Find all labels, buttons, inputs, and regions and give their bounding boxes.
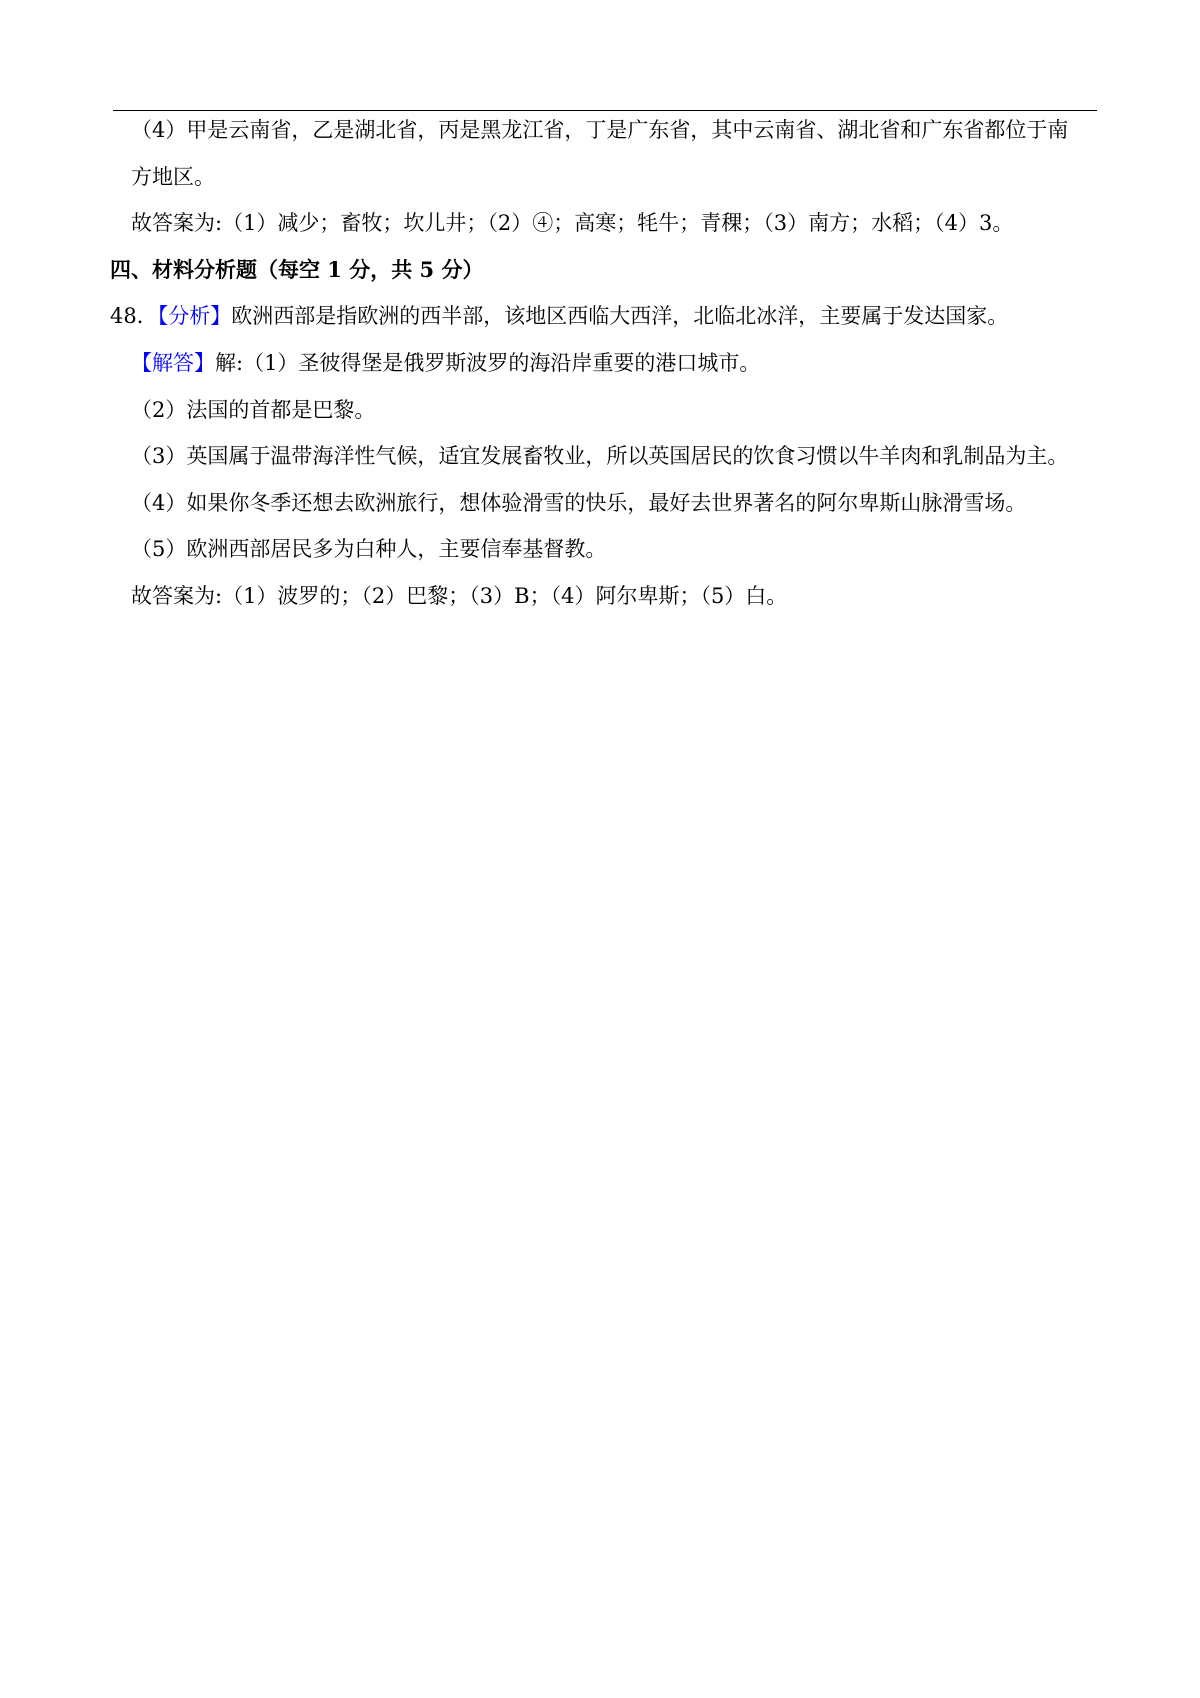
q48-analysis-text: 欧洲西部是指欧洲的西半部，该地区西临大西洋，北临北冰洋，主要属于发达国家。	[231, 304, 1009, 329]
q47-part4-line2: 方地区。	[131, 164, 215, 189]
q48-answer: 故答案为:（1）波罗的；（2）巴黎；（3）B；（4）阿尔卑斯；（5）白。	[131, 583, 788, 608]
q48-analysis-tag: 【分析】	[157, 304, 232, 329]
q48-point-5: （5）欧洲西部居民多为白种人，主要信奉基督教。	[131, 537, 607, 562]
q48-number: 48．	[110, 304, 158, 329]
q47-part4-line1: （4）甲是云南省，乙是湖北省，丙是黑龙江省，丁是广东省，其中云南省、湖北省和广东省都位于南	[131, 118, 1069, 142]
q47-answer: 故答案为:（1）减少；畜牧；坎儿井；（2）④；高寒；牦牛；青稞；（3）南方；水稻；（4）3。	[131, 211, 1014, 236]
q48-solution-line	[110, 340, 1110, 387]
answer-content	[110, 107, 1110, 620]
q48-point-2: （2）法国的首都是巴黎。	[131, 397, 376, 422]
q48-point-3: （3）英国属于温带海洋性气候，适宜发展畜牧业，所以英国居民的饮食习惯以牛羊肉和乳制品为主。	[131, 444, 1069, 469]
section4-heading: 四、材料分析题（每空 1 分，共 5 分）	[110, 256, 484, 282]
q48-solution-text: 解:（1）圣彼得堡是俄罗斯波罗的海沿岸重要的港口城市。	[215, 350, 761, 375]
q48-analysis-line	[110, 293, 1110, 340]
q48-solution-tag: 【解答】	[131, 350, 215, 375]
q48-point-4: （4）如果你冬季还想去欧洲旅行，想体验滑雪的快乐，最好去世界著名的阿尔卑斯山脉滑雪场。	[131, 490, 1027, 515]
